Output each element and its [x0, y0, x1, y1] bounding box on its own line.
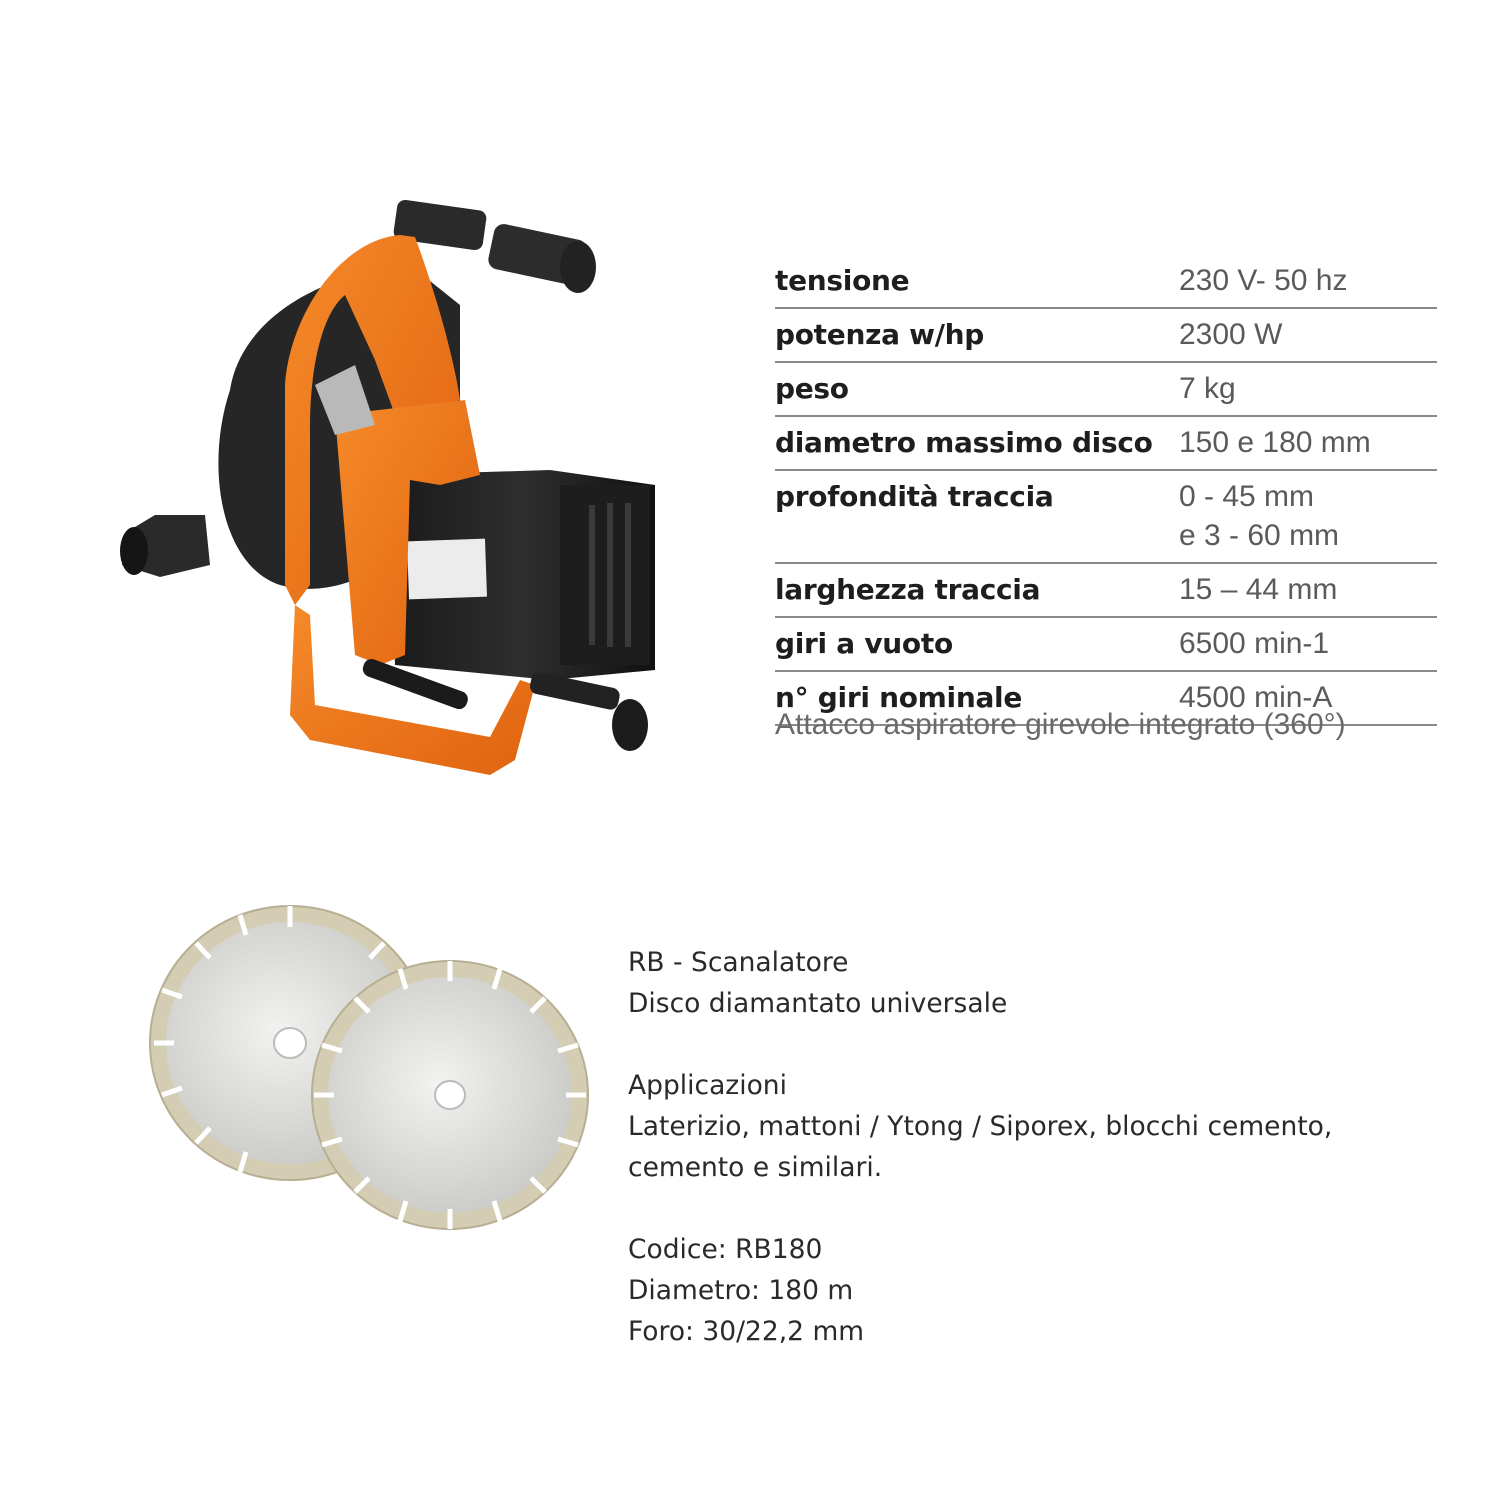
spec-label: peso — [775, 362, 1179, 416]
applications-heading: Applicazioni — [628, 1070, 787, 1101]
spec-row — [775, 416, 1437, 470]
spec-note: Attacco aspiratore girevole integrato (360°) — [775, 708, 1346, 741]
spec-value-line: e 3 - 60 mm — [1179, 519, 1340, 552]
applications-line: cemento e similari. — [628, 1152, 883, 1183]
spec-label: larghezza traccia — [775, 563, 1179, 617]
spec-row — [775, 563, 1437, 617]
disc-code: Codice: RB180 — [628, 1234, 823, 1265]
spec-table — [775, 255, 1437, 726]
spec-row — [775, 470, 1437, 563]
spec-value: 7 kg — [1179, 362, 1437, 416]
disc-subtitle: Disco diamantato universale — [628, 988, 1008, 1019]
spec-label: diametro massimo disco — [775, 416, 1179, 470]
spec-value: 2300 W — [1179, 308, 1437, 362]
spec-row — [775, 308, 1437, 362]
spec-value-line: 0 - 45 mm — [1179, 480, 1315, 513]
spec-label: n° giri nominale — [775, 671, 1179, 725]
spec-label: giri a vuoto — [775, 617, 1179, 671]
spec-row — [775, 362, 1437, 416]
spec-label: tensione — [775, 255, 1179, 308]
spec-value: 4500 min-A — [1179, 671, 1437, 725]
spec-row — [775, 255, 1437, 308]
disc-diameter: Diametro: 180 m — [628, 1275, 854, 1306]
wall-chaser-image — [110, 185, 690, 805]
disc-description — [628, 942, 1468, 1352]
spec-value: 15 – 44 mm — [1179, 563, 1437, 617]
disc-bore: Foro: 30/22,2 mm — [628, 1316, 865, 1347]
spec-label: profondità traccia — [775, 470, 1179, 563]
disc-title: RB - Scanalatore — [628, 947, 849, 978]
spec-value: 150 e 180 mm — [1179, 416, 1437, 470]
spec-row — [775, 617, 1437, 671]
spec-value — [1179, 470, 1437, 563]
spec-value: 6500 min-1 — [1179, 617, 1437, 671]
applications-line: Laterizio, mattoni / Ytong / Siporex, blocchi cemento, — [628, 1111, 1333, 1142]
spec-label: potenza w/hp — [775, 308, 1179, 362]
spec-value: 230 V- 50 hz — [1179, 255, 1437, 308]
diamond-disc-image — [140, 895, 600, 1240]
